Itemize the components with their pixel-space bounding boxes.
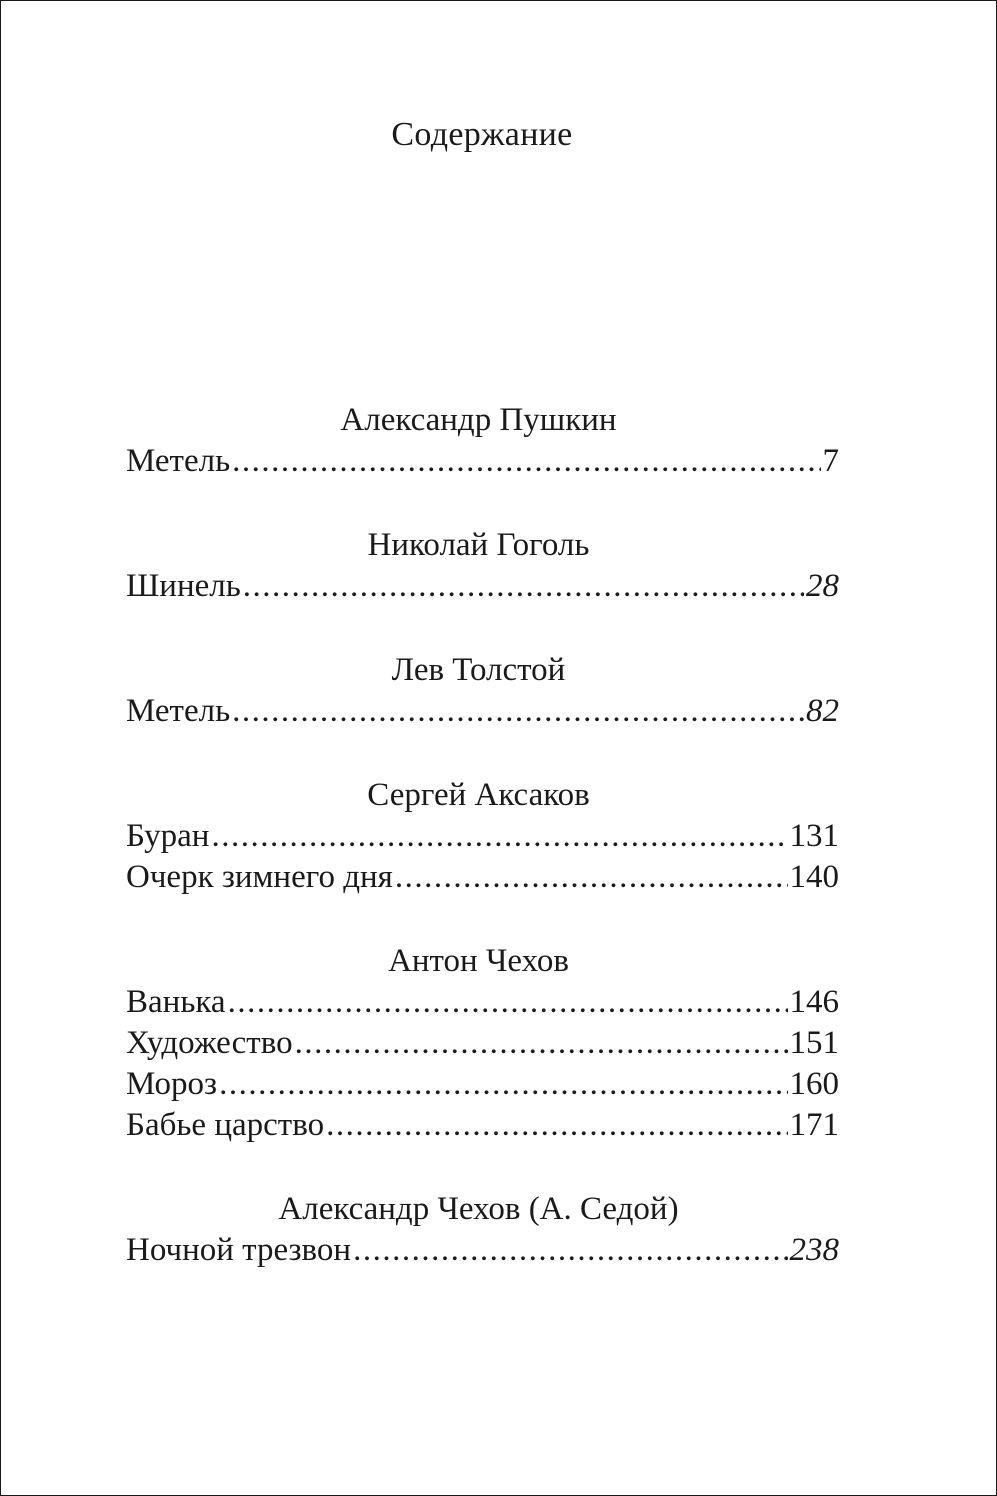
page-number: 7	[822, 443, 839, 479]
author-section	[126, 649, 839, 732]
toc-entry[interactable]	[126, 1105, 839, 1146]
dot-leader	[295, 1023, 788, 1064]
work-title: Метель	[126, 443, 231, 479]
author-name: Николай Гоголь	[367, 527, 590, 563]
page-number: 171	[789, 1107, 839, 1143]
table-of-contents	[126, 399, 839, 1271]
toc-entry[interactable]	[126, 1064, 839, 1105]
author-name: Александр Пушкин	[340, 402, 617, 438]
author-section	[126, 774, 839, 898]
toc-entry[interactable]	[126, 691, 839, 732]
toc-entry[interactable]	[126, 566, 839, 607]
author-section	[126, 399, 839, 482]
work-title: Бабье царство	[126, 1107, 325, 1143]
dot-leader	[326, 1105, 787, 1146]
dot-leader	[219, 1064, 787, 1105]
toc-entry[interactable]	[126, 1230, 839, 1271]
toc-entry[interactable]	[126, 816, 839, 857]
dot-leader	[211, 816, 787, 857]
dot-leader	[395, 857, 788, 898]
toc-entry[interactable]	[126, 441, 839, 482]
work-title: Мороз	[126, 1066, 218, 1102]
toc-entry[interactable]	[126, 1023, 839, 1064]
page-number: 151	[789, 1025, 839, 1061]
toc-entry[interactable]	[126, 857, 839, 898]
author-name: Александр Чехов (А. Седой)	[278, 1191, 679, 1227]
work-title: Метель	[126, 693, 231, 729]
work-title: Шинель	[126, 568, 241, 604]
author-name: Лев Толстой	[391, 652, 566, 688]
work-title: Ночной трезвон	[126, 1232, 352, 1268]
dot-leader	[353, 1230, 787, 1271]
author-section	[126, 940, 839, 1146]
page-number: 140	[789, 859, 839, 895]
page-number: 82	[806, 693, 839, 729]
page-number: 131	[789, 818, 839, 854]
dot-leader	[232, 691, 804, 732]
toc-entry[interactable]	[126, 982, 839, 1023]
author-name: Антон Чехов	[388, 943, 569, 979]
page-number: 160	[789, 1066, 839, 1102]
dot-leader	[232, 441, 820, 482]
author-section	[126, 1188, 839, 1271]
author-name: Сергей Аксаков	[367, 777, 590, 813]
work-title: Буран	[126, 818, 210, 854]
work-title: Ванька	[126, 984, 226, 1020]
work-title: Очерк зимнего дня	[126, 859, 393, 895]
work-title: Художество	[126, 1025, 293, 1061]
dot-leader	[228, 982, 788, 1023]
page-number: 238	[789, 1232, 839, 1268]
dot-leader	[243, 566, 804, 607]
page-title: Содержание	[391, 116, 573, 153]
page-number: 28	[806, 568, 839, 604]
author-section	[126, 524, 839, 607]
page-number: 146	[789, 984, 839, 1020]
